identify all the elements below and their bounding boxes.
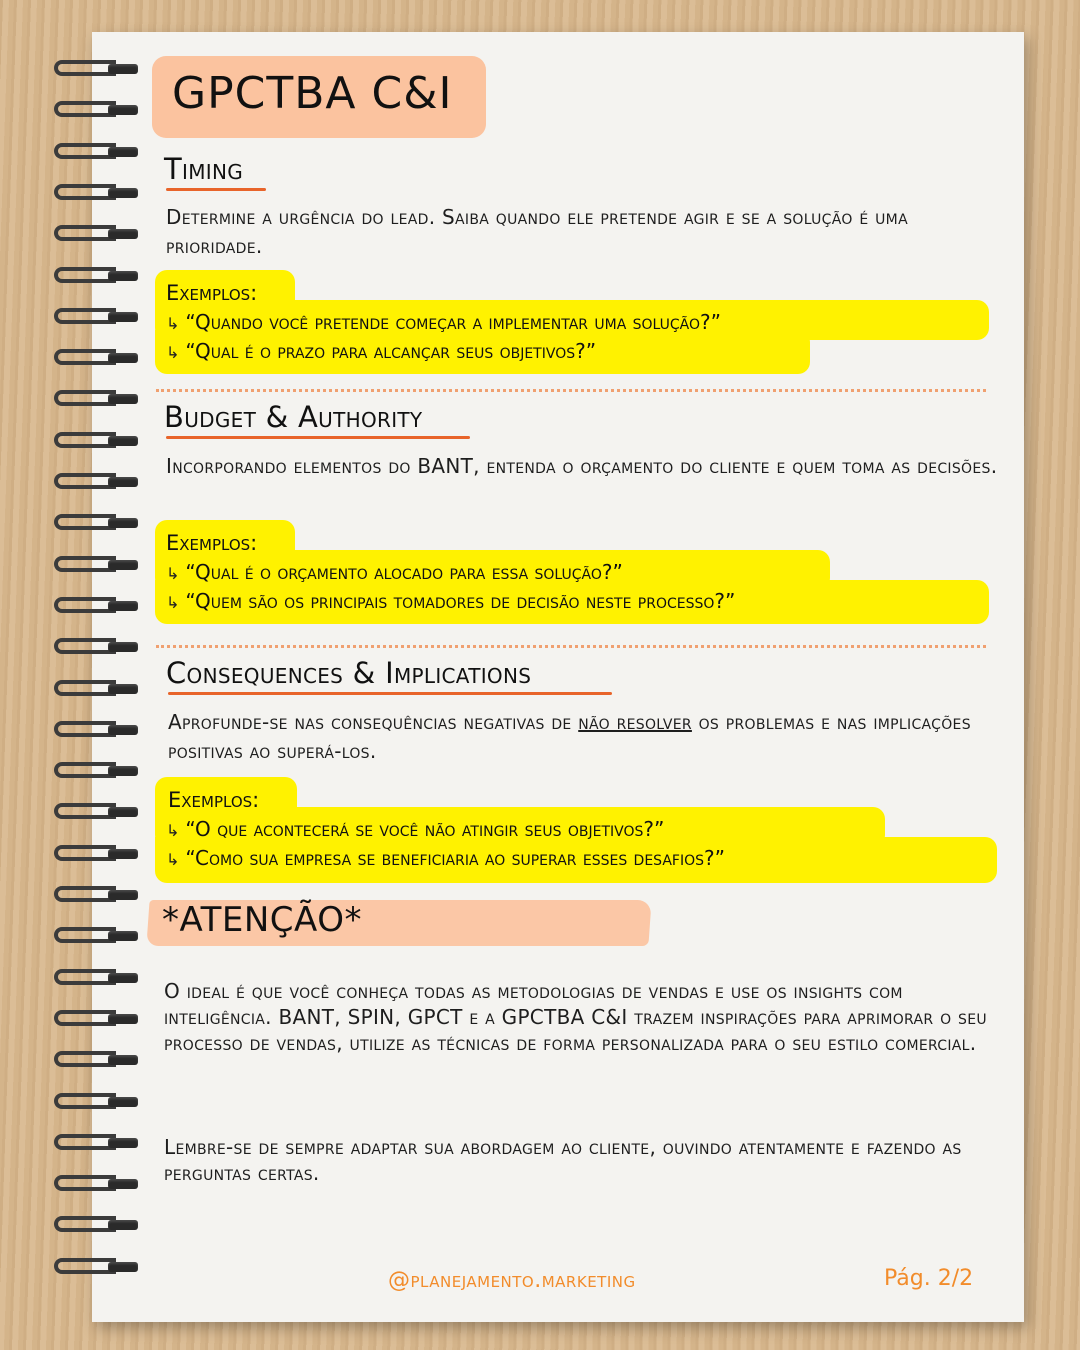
ring-wire bbox=[54, 473, 116, 489]
ring-wire bbox=[54, 803, 116, 819]
ring-wire bbox=[54, 1134, 116, 1150]
heading-underline bbox=[168, 692, 612, 695]
ring-hole bbox=[108, 973, 138, 983]
example-item bbox=[166, 560, 623, 584]
ring-wire bbox=[54, 1216, 116, 1232]
ring-wire bbox=[54, 927, 116, 943]
spiral-ring bbox=[50, 1256, 142, 1280]
ring-wire bbox=[54, 308, 116, 324]
ring-wire bbox=[54, 1175, 116, 1191]
ring-hole bbox=[108, 1179, 138, 1189]
ring-wire bbox=[54, 969, 116, 985]
spiral-ring bbox=[50, 1091, 142, 1115]
ring-hole bbox=[108, 64, 138, 74]
ring-hole bbox=[108, 353, 138, 363]
spiral-ring bbox=[50, 760, 142, 784]
section-heading-budget-authority: Budget & Authority bbox=[164, 400, 423, 434]
spiral-ring bbox=[50, 925, 142, 949]
return-arrow-icon: ↳ bbox=[166, 850, 180, 869]
section-body-budget-authority: Incorporando elementos do BANT, entenda o orçamento do cliente e quem toma as decisões. bbox=[166, 454, 998, 478]
example-text: “Qual é o prazo para alcançar seus objetivos?” bbox=[185, 339, 597, 363]
ring-wire bbox=[54, 432, 116, 448]
example-text: “Quem são os principais tomadores de decisão neste processo?” bbox=[185, 589, 736, 613]
ring-hole bbox=[108, 560, 138, 570]
examples-label: Exemplos: bbox=[168, 788, 260, 812]
section-heading-consequences-implications: Consequences & Implications bbox=[166, 656, 532, 690]
ring-hole bbox=[108, 601, 138, 611]
ring-wire bbox=[54, 1051, 116, 1067]
example-item bbox=[166, 589, 735, 613]
ring-wire bbox=[54, 1093, 116, 1109]
ring-hole bbox=[108, 394, 138, 404]
spiral-ring bbox=[50, 1132, 142, 1156]
ring-hole bbox=[108, 271, 138, 281]
example-text: “Como sua empresa se beneficiaria ao superar esses desafios?” bbox=[185, 846, 725, 870]
ring-wire bbox=[54, 556, 116, 572]
heading-underline bbox=[166, 188, 266, 191]
return-arrow-icon: ↳ bbox=[166, 564, 180, 583]
section-body-consequences-implications bbox=[168, 708, 998, 766]
page-number: Pág. 2/2 bbox=[884, 1266, 974, 1291]
example-item bbox=[166, 846, 725, 870]
attention-paragraph: O ideal é que você conheça todas as metodologias de vendas e use os insights com inteligência. BANT, SPIN, GPCT e a GPCTBA C&I trazem inspirações para aprimorar o seu processo de vendas, utilize as técnicas de forma personalizada para o seu estilo comercial. bbox=[164, 979, 987, 1055]
ring-hole bbox=[108, 725, 138, 735]
spiral-ring bbox=[50, 719, 142, 743]
spiral-ring bbox=[50, 99, 142, 123]
ring-hole bbox=[108, 1097, 138, 1107]
return-arrow-icon: ↳ bbox=[166, 821, 180, 840]
ring-wire bbox=[54, 184, 116, 200]
spiral-ring bbox=[50, 58, 142, 82]
ring-hole bbox=[108, 849, 138, 859]
page-title: GPCTBA C&I bbox=[172, 68, 453, 119]
ring-hole bbox=[108, 1055, 138, 1065]
examples-label: Exemplos: bbox=[166, 531, 258, 555]
attention-heading: *ATENÇÃO* bbox=[162, 900, 362, 940]
ring-hole bbox=[108, 766, 138, 776]
return-arrow-icon: ↳ bbox=[166, 593, 180, 612]
example-text: “Quando você pretende começar a implementar uma solução?” bbox=[185, 310, 721, 334]
example-item bbox=[166, 310, 721, 334]
section-body-timing: Determine a urgência do lead. Saiba quando ele pretende agir e se a solução é uma prioridade. bbox=[166, 205, 908, 258]
ring-wire bbox=[54, 390, 116, 406]
ring-hole bbox=[108, 684, 138, 694]
return-arrow-icon: ↳ bbox=[166, 314, 180, 333]
example-text: “O que acontecerá se você não atingir seus objetivos?” bbox=[185, 817, 665, 841]
spiral-ring bbox=[50, 265, 142, 289]
ring-hole bbox=[108, 1014, 138, 1024]
ring-wire bbox=[54, 143, 116, 159]
spiral-ring bbox=[50, 223, 142, 247]
spiral-ring bbox=[50, 967, 142, 991]
ring-wire bbox=[54, 845, 116, 861]
ring-hole bbox=[108, 105, 138, 115]
spiral-ring bbox=[50, 678, 142, 702]
ring-hole bbox=[108, 477, 138, 487]
ring-wire bbox=[54, 762, 116, 778]
section-heading-timing: Timing bbox=[164, 152, 244, 186]
example-text: “Qual é o orçamento alocado para essa solução?” bbox=[185, 560, 623, 584]
spiral-ring bbox=[50, 512, 142, 536]
spiral-ring bbox=[50, 182, 142, 206]
body-text: os problemas e nas implicações positivas ao superá-los. bbox=[168, 710, 971, 763]
ring-hole bbox=[108, 188, 138, 198]
underlined-text: não resolver bbox=[578, 710, 692, 734]
example-item bbox=[166, 817, 664, 841]
ring-wire bbox=[54, 267, 116, 283]
examples-label: Exemplos: bbox=[166, 281, 258, 305]
spiral-ring bbox=[50, 1049, 142, 1073]
spiral-ring bbox=[50, 388, 142, 412]
ring-wire bbox=[54, 1258, 116, 1274]
spiral-binding bbox=[50, 58, 142, 1298]
body-text: Aprofunde-se nas consequências negativas de bbox=[168, 710, 579, 734]
ring-wire bbox=[54, 638, 116, 654]
ring-hole bbox=[108, 147, 138, 157]
spiral-ring bbox=[50, 801, 142, 825]
spiral-ring bbox=[50, 141, 142, 165]
ring-wire bbox=[54, 349, 116, 365]
ring-wire bbox=[54, 886, 116, 902]
ring-wire bbox=[54, 680, 116, 696]
spiral-ring bbox=[50, 595, 142, 619]
closing-paragraph: Lembre-se de sempre adaptar sua abordagem ao cliente, ouvindo atentamente e fazendo as perguntas certas. bbox=[164, 1135, 962, 1185]
ring-hole bbox=[108, 1138, 138, 1148]
ring-hole bbox=[108, 436, 138, 446]
ring-wire bbox=[54, 225, 116, 241]
ring-wire bbox=[54, 721, 116, 737]
ring-hole bbox=[108, 931, 138, 941]
ring-wire bbox=[54, 60, 116, 76]
spiral-ring bbox=[50, 843, 142, 867]
ring-hole bbox=[108, 1220, 138, 1230]
ring-wire bbox=[54, 101, 116, 117]
ring-hole bbox=[108, 642, 138, 652]
example-item bbox=[166, 339, 596, 363]
ring-hole bbox=[108, 518, 138, 528]
spiral-ring bbox=[50, 306, 142, 330]
ring-hole bbox=[108, 1262, 138, 1272]
spiral-ring bbox=[50, 554, 142, 578]
ring-wire bbox=[54, 597, 116, 613]
spiral-ring bbox=[50, 884, 142, 908]
spiral-ring bbox=[50, 1008, 142, 1032]
ring-hole bbox=[108, 890, 138, 900]
ring-hole bbox=[108, 229, 138, 239]
spiral-ring bbox=[50, 636, 142, 660]
ring-hole bbox=[108, 312, 138, 322]
spiral-ring bbox=[50, 347, 142, 371]
social-handle: @planejamento.marketing bbox=[388, 1268, 636, 1293]
return-arrow-icon: ↳ bbox=[166, 343, 180, 362]
heading-underline bbox=[166, 436, 470, 439]
spiral-ring bbox=[50, 1214, 142, 1238]
dotted-divider bbox=[156, 389, 986, 392]
ring-wire bbox=[54, 1010, 116, 1026]
ring-hole bbox=[108, 807, 138, 817]
spiral-ring bbox=[50, 430, 142, 454]
spiral-ring bbox=[50, 1173, 142, 1197]
dotted-divider bbox=[156, 645, 986, 648]
ring-wire bbox=[54, 514, 116, 530]
spiral-ring bbox=[50, 471, 142, 495]
